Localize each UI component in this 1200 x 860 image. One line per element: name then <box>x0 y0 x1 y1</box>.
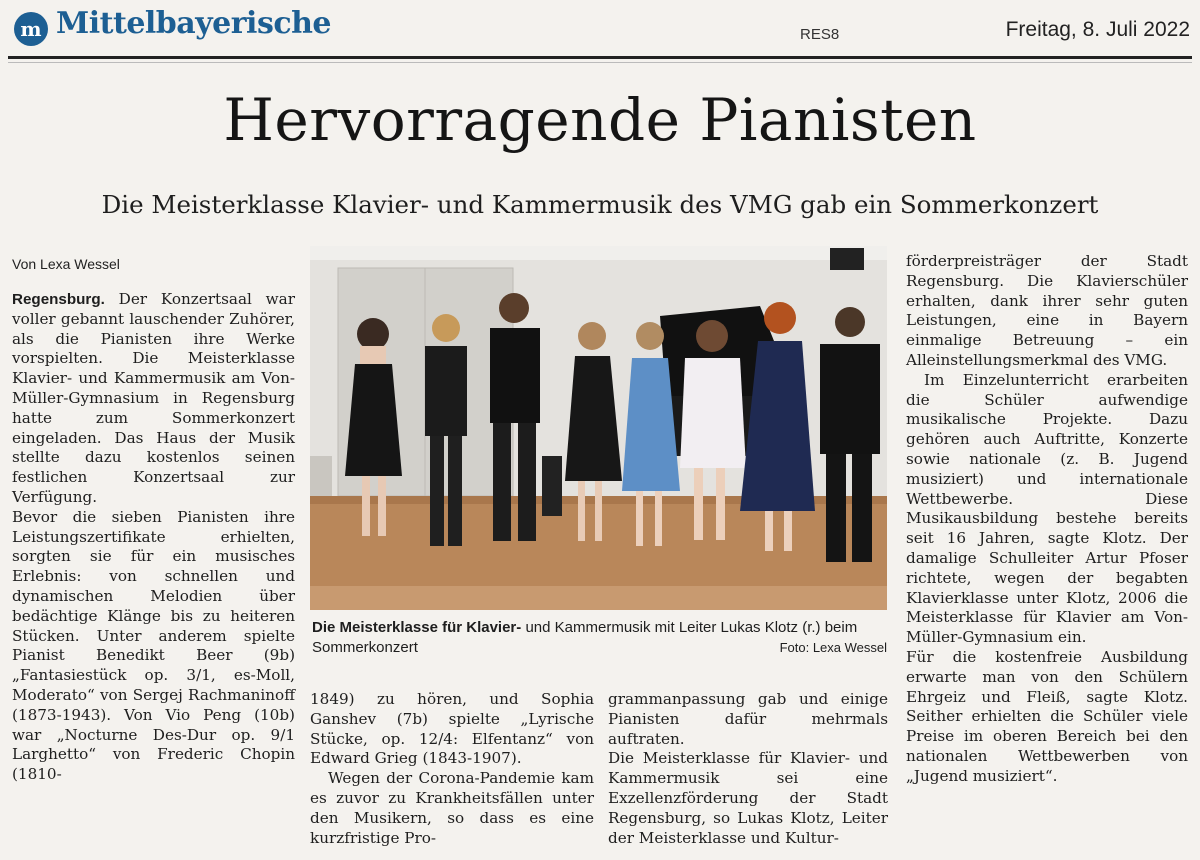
paragraph: Die Meisterklasse für Klavier- und Kammermusik sei eine Exzellenzförderung der Stadt Regensburg, so Lukas Klotz, Leiter der Meisterklasse und Kultur- <box>608 749 888 847</box>
issue-date: Freitag, 8. Juli 2022 <box>1005 18 1190 41</box>
group-photo-image <box>310 246 887 610</box>
byline: Von Lexa Wessel <box>12 256 120 272</box>
paragraph-text: Der Konzertsaal war voller gebannt lauschender Zuhörer, als die Pianisten ihre Werke vorspielten. Die Meisterklasse Klavier- und Kammermusik am Von-Müller-Gymnasium in Regensburg hatte zum Sommerkonzert eingeladen. Das Haus der Musik stellte dazu kostenlos seinen festlichen Konzertsaal zur Verfügung. <box>12 290 295 506</box>
article-column-1 <box>12 290 295 785</box>
paragraph: Wegen der Corona-Pandemie kam es zuvor zu Krankheitsfällen unter den Musikern, so dass es eine kurzfristige Pro- <box>310 769 594 847</box>
paragraph <box>12 290 295 508</box>
article-subhead: Die Meisterklasse Klavier- und Kammermusik des VMG gab ein Sommerkonzert <box>101 190 1099 219</box>
caption-text: und Kammermusik mit Leiter Lukas Klotz (r.) beim Sommerkonzert <box>312 619 858 656</box>
page-code: RES8 <box>800 26 840 43</box>
photo-credit: Foto: Lexa Wessel <box>779 640 887 655</box>
masthead-rule <box>8 56 1192 59</box>
article-column-4 <box>906 252 1188 787</box>
paragraph: Für die kostenfreie Ausbildung erwarte man von den Schülern Ehrgeiz und Fleiß, sagte Klotz. Seither erhielten die Schüler viele Preise im oberen Bereich bei den nationalen Wettbewerben von „Jugend musiziert“. <box>906 647 1188 785</box>
dateline: Regensburg. <box>12 291 105 308</box>
article-headline: Hervorragende Pianisten <box>223 86 977 154</box>
caption-lead: Die Meisterklasse für Klavier- <box>312 619 522 636</box>
newspaper-logo-icon: m <box>14 12 48 46</box>
masthead-rule-thin <box>8 62 1192 63</box>
masthead <box>0 0 1200 62</box>
paragraph: grammanpassung gab und einige Pianisten dafür mehrmals auftraten. <box>608 690 888 748</box>
article-column-2 <box>310 690 594 848</box>
paragraph: 1849) zu hören, und Sophia Ganshev (7b) spielte „Lyrische Stücke, op. 12/4: Elfentanz“ von Edward Grieg (1843-1907). <box>310 690 594 768</box>
paragraph: Im Einzelunterricht erarbeiten die Schüler aufwendige musikalische Projekte. Dazu gehören auch Auftritte, Konzerte sowie nationale (z. B. Jugend musiziert) und internationale Wettbewerbe. Diese Musikausbildung bestehe bereits seit 16 Jahren, sagte Klotz. Der damalige Schulleiter Artur Pfoser richtete, wegen der begabten Klavierklasse unter Klotz, 2006 die Meisterklasse für Klavier am Von-Müller-Gymnasium ein. <box>906 370 1188 647</box>
article-photo <box>310 246 887 610</box>
paragraph: förderpreisträger der Stadt Regensburg. Die Klavierschüler erhalten, dank ihrer sehr guten Leistungen, eine in Bayern einmalige Betreuung – ein Alleinstellungsmerkmal des VMG. <box>906 252 1188 369</box>
article-column-3 <box>608 690 888 848</box>
newspaper-name: Mittelbayerische <box>56 6 331 41</box>
paragraph: Bevor die sieben Pianisten ihre Leistungszertifikate erhielten, sorgten sie für ein musisches Erlebnis: von schnellen und dynamischen Melodien über bedächtige Klänge bis zu heiteren Stücken. Unter anderem spielte Pianist Benedikt Beer (9b) „Fantasiestück op. 3/1, es-Moll, Moderato“ von Sergej Rachmaninoff (1873-1943). Von Vio Peng (10b) war „Nocturne Des-Dur op. 9/1 Larghetto“ von Frederic Chopin (1810- <box>12 507 295 784</box>
